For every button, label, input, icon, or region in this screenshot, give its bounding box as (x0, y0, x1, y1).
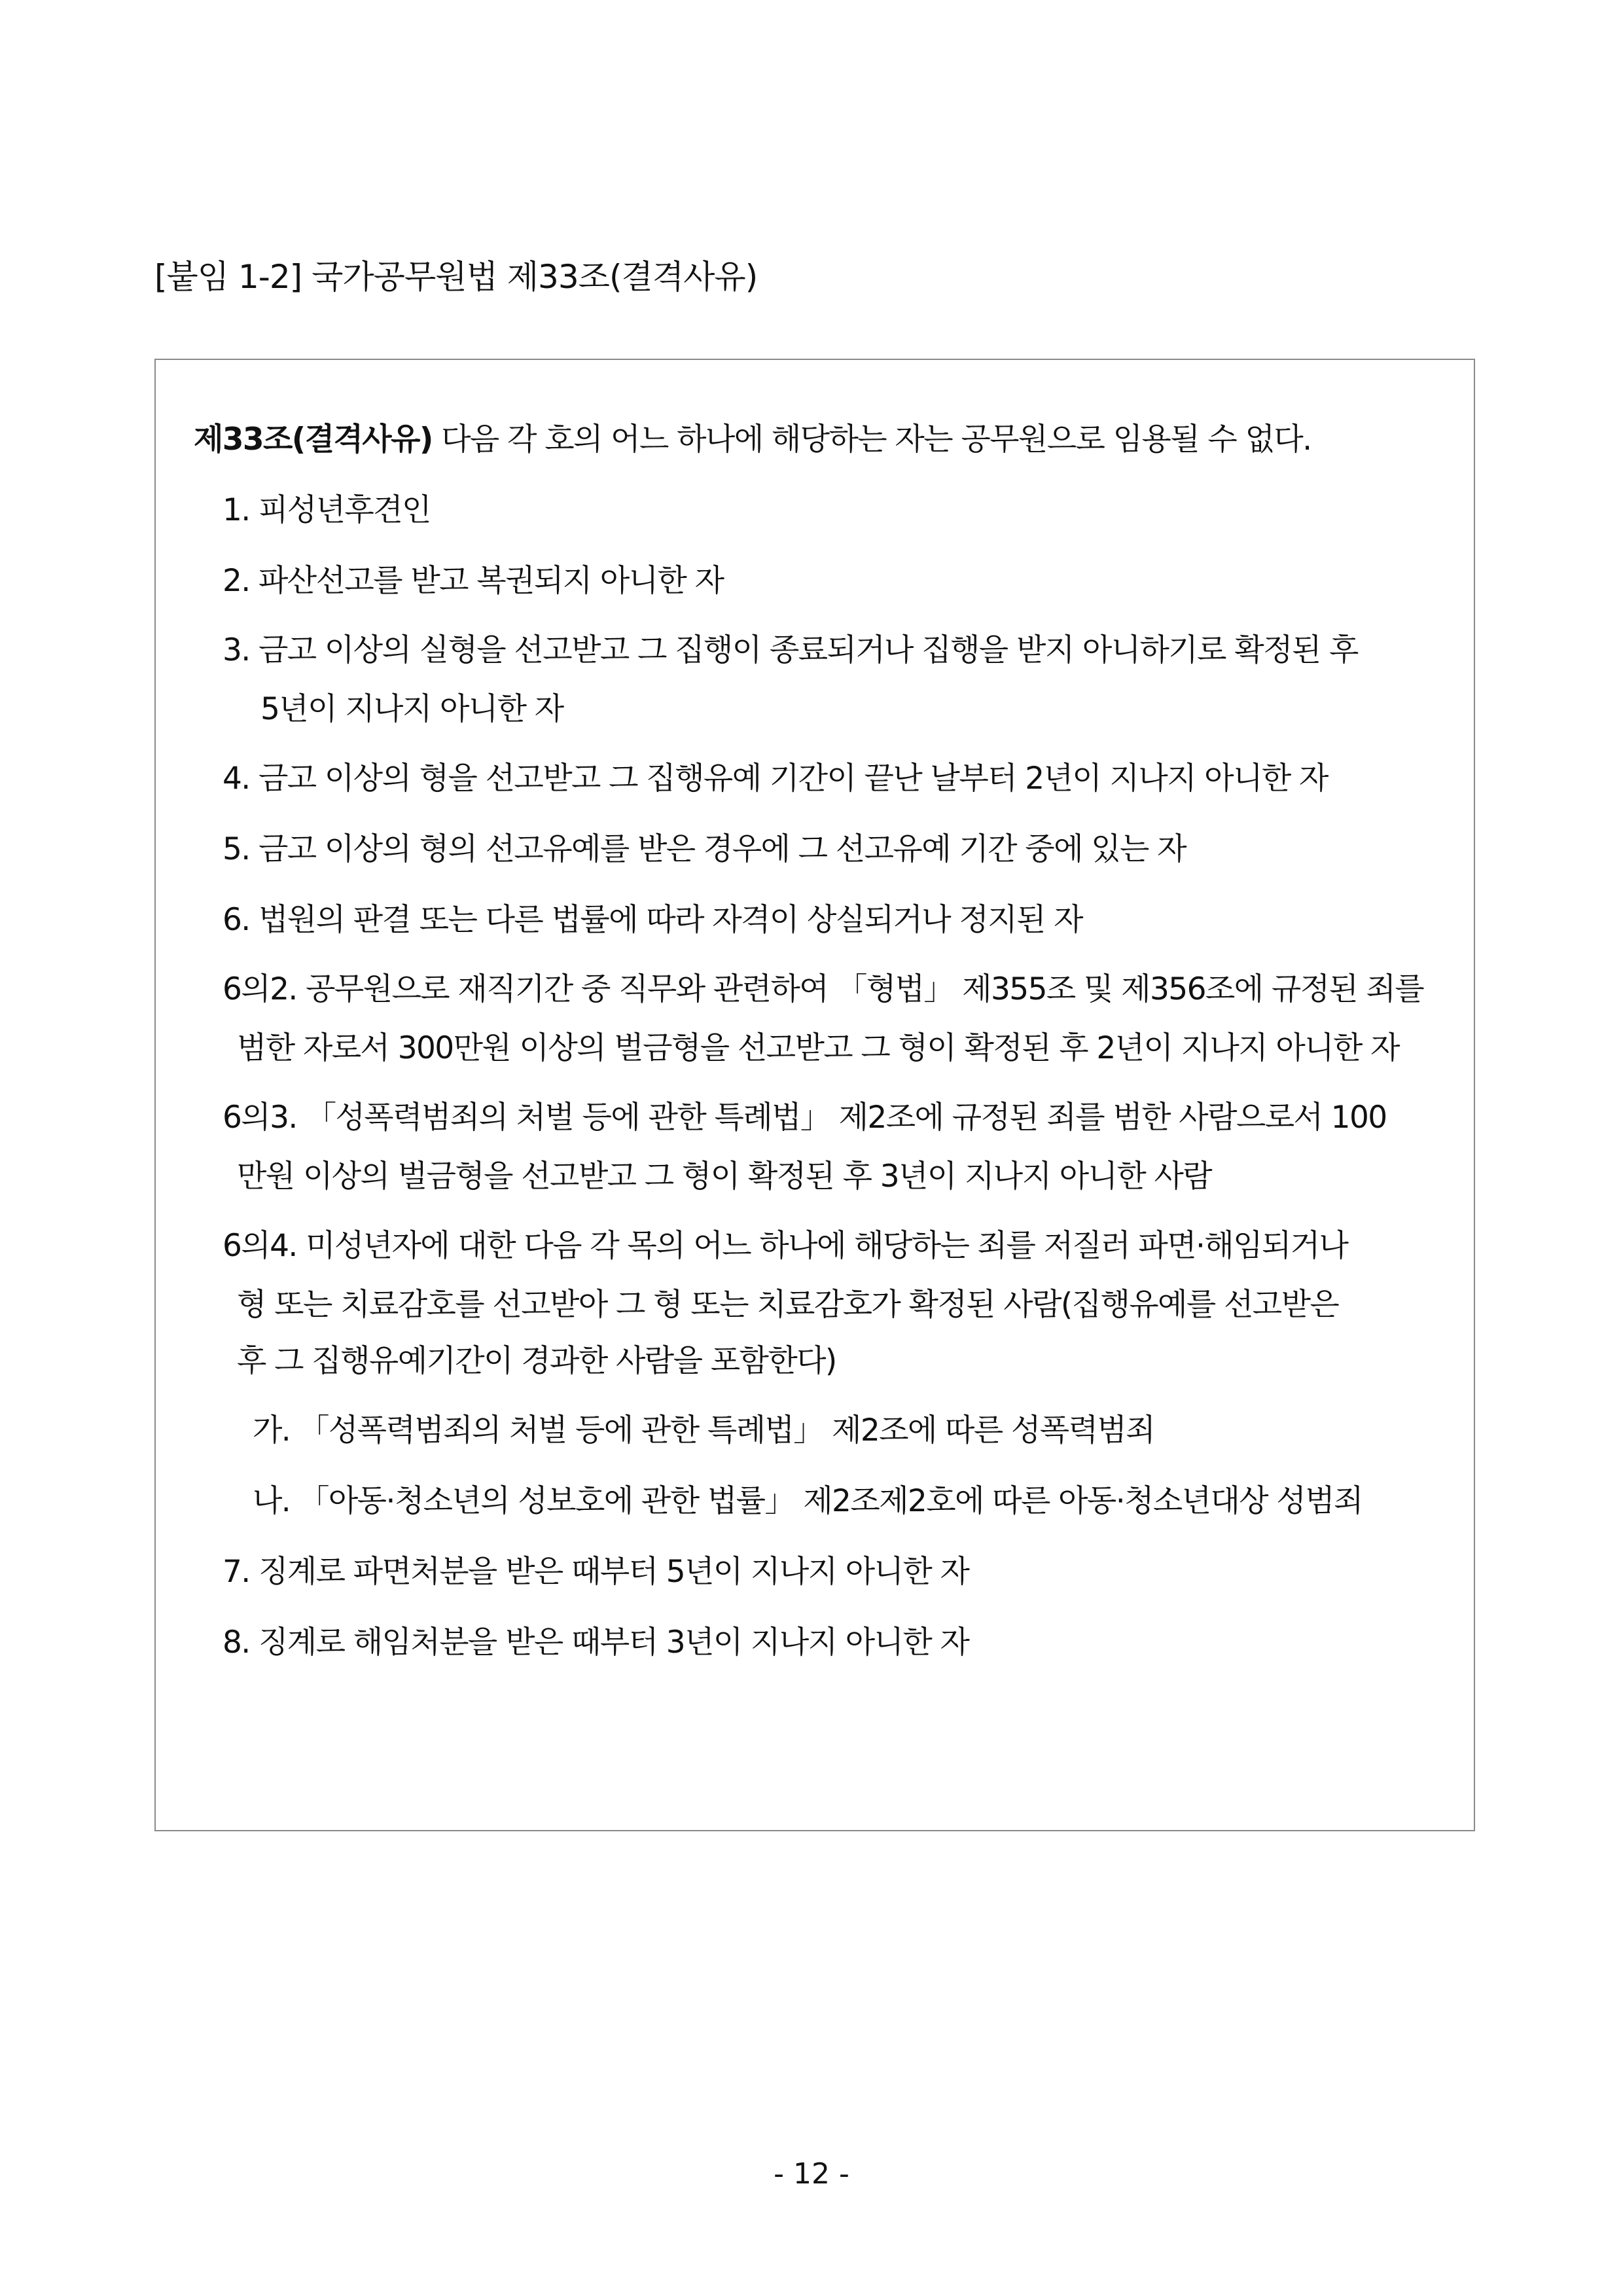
article-title: 제33조(결격사유) (194, 422, 433, 457)
item-6-2: 6의2. 공무원으로 재직기간 중 직무와 관련하여 「형법」 제355조 및 제356조에 규정된 죄를 (223, 971, 1424, 1007)
item-6-4-continued-2: 후 그 집행유예기간이 경과한 사람을 포함한다) (237, 1343, 836, 1379)
attachment-title: [붙임 1-2] 국가공무원법 제33조(결격사유) (154, 258, 758, 296)
item-1: 1. 피성년후견인 (223, 492, 431, 528)
item-4: 4. 금고 이상의 형을 선고받고 그 집행유예 기간이 끝난 날부터 2년이 지나지 아니한 자 (223, 761, 1328, 797)
item-5: 5. 금고 이상의 형의 선고유예를 받은 경우에 그 선고유예 기간 중에 있는 자 (223, 831, 1186, 867)
article-lead: 다음 각 호의 어느 하나에 해당하는 자는 공무원으로 임용될 수 없다. (432, 422, 1311, 457)
item-3-continued: 5년이 지나지 아니한 자 (260, 691, 563, 727)
item-6-4-sub-b: 나. 「아동·청소년의 성보호에 관한 법률」 제2조제2호에 따른 아동·청소년대상 성범죄 (253, 1483, 1363, 1519)
item-6-3-continued: 만원 이상의 벌금형을 선고받고 그 형이 확정된 후 3년이 지나지 아니한 사람 (237, 1158, 1212, 1194)
item-3: 3. 금고 이상의 실형을 선고받고 그 집행이 종료되거나 집행을 받지 아니하기로 확정된 후 (223, 632, 1358, 668)
item-6-4-sub-a: 가. 「성폭력범죄의 처벌 등에 관한 특례법」 제2조에 따른 성폭력범죄 (253, 1412, 1155, 1448)
item-8: 8. 징계로 해임처분을 받은 때부터 3년이 지나지 아니한 자 (223, 1624, 969, 1660)
item-6-4-continued-1: 형 또는 치료감호를 선고받아 그 형 또는 치료감호가 확정된 사람(집행유예를 선고받은 (237, 1287, 1339, 1323)
article-heading (194, 419, 1311, 461)
item-6-3: 6의3. 「성폭력범죄의 처벌 등에 관한 특례법」 제2조에 규정된 죄를 범한 사람으로서 100 (223, 1100, 1387, 1136)
item-6-2-continued: 범한 자로서 300만원 이상의 벌금형을 선고받고 그 형이 확정된 후 2년이 지나지 아니한 자 (237, 1030, 1399, 1066)
item-2: 2. 파산선고를 받고 복권되지 아니한 자 (223, 563, 724, 599)
item-6-4: 6의4. 미성년자에 대한 다음 각 목의 어느 하나에 해당하는 죄를 저질러 파면·해임되거나 (223, 1228, 1348, 1264)
item-6: 6. 법원의 판결 또는 다른 법률에 따라 자격이 상실되거나 정지된 자 (223, 902, 1082, 938)
item-7: 7. 징계로 파면처분을 받은 때부터 5년이 지나지 아니한 자 (223, 1554, 969, 1590)
page-number: - 12 - (774, 2157, 849, 2191)
